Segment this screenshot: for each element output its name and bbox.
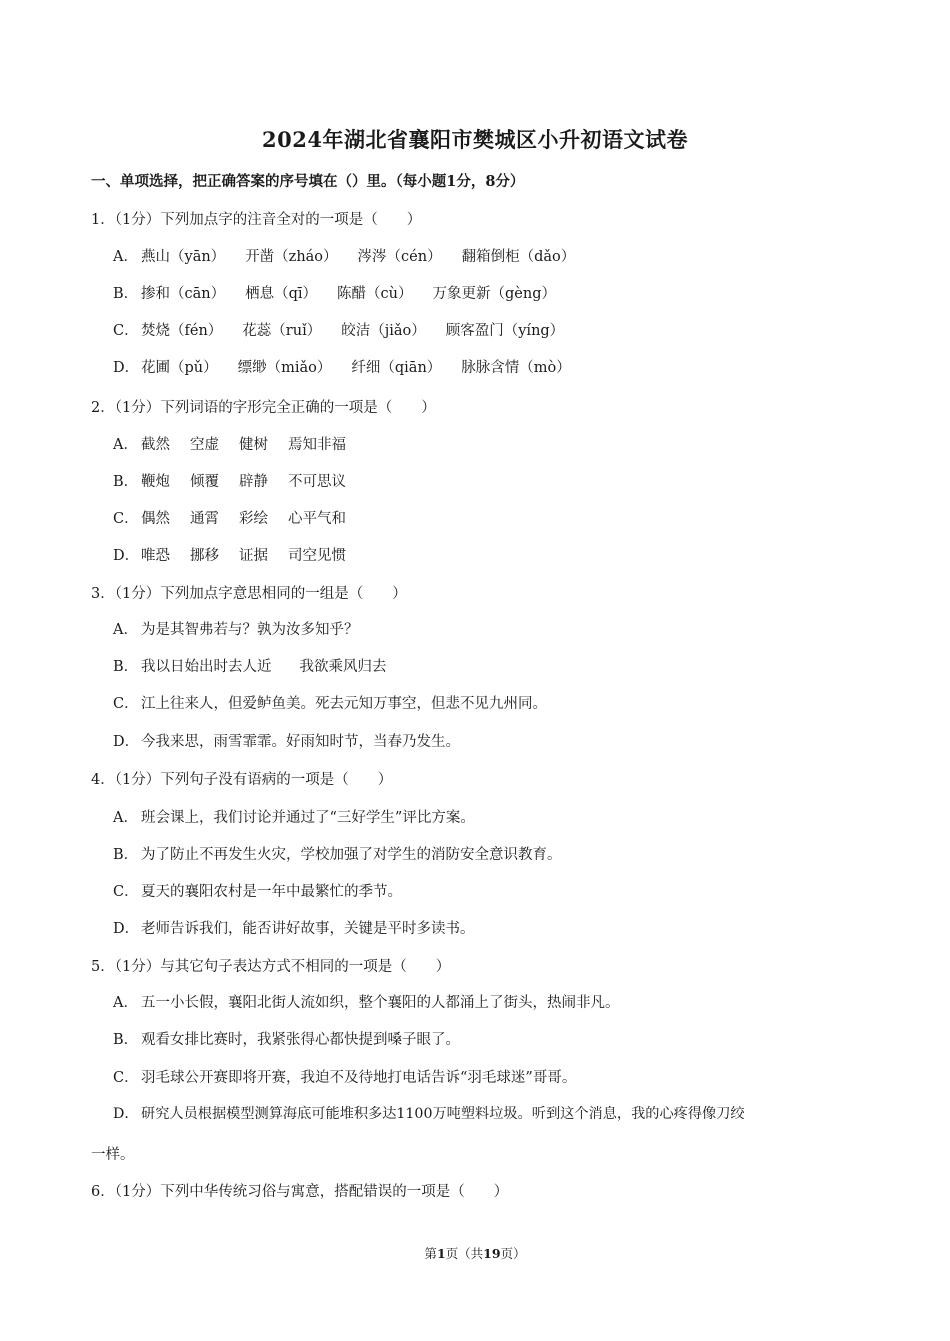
page-total: 19 xyxy=(483,1246,501,1261)
option-label: B． xyxy=(113,286,139,302)
option-label: B． xyxy=(113,1032,139,1048)
option-word: 缥缈（miǎo） xyxy=(237,360,332,376)
option-label: A． xyxy=(113,622,138,638)
option-text: 江上往来人，但爱鲈鱼美。死去元知万事空，但悲不见九州同。 xyxy=(141,696,547,712)
option-word: 唯恐 xyxy=(141,548,170,564)
option-label: C． xyxy=(113,884,139,900)
option-word: 彩绘 xyxy=(239,511,268,527)
option-word: 栖息（qī） xyxy=(245,286,318,302)
question-4-option-b xyxy=(113,843,562,864)
option-word: 燕山（yān） xyxy=(141,249,226,265)
question-3-option-d xyxy=(113,730,460,751)
option-word: 证据 xyxy=(239,548,268,564)
footer-text: 页） xyxy=(500,1246,526,1261)
question-3-option-a xyxy=(113,618,359,639)
question-4-option-d xyxy=(113,917,475,938)
question-2-stem: 2．（1分）下列词语的字形完全正确的一项是（ ） xyxy=(91,400,436,416)
option-word: 花圃（pǔ） xyxy=(141,360,218,376)
option-text: 夏天的襄阳农村是一年中最繁忙的季节。 xyxy=(141,884,402,900)
page-title: 2024年湖北省襄阳市樊城区小升初语文试卷 xyxy=(262,127,688,152)
option-label: A． xyxy=(113,249,138,265)
option-label: C． xyxy=(113,1070,139,1086)
option-label: C． xyxy=(113,323,139,339)
option-label: C． xyxy=(113,696,139,712)
option-label: A． xyxy=(113,995,138,1011)
option-label: B． xyxy=(113,474,139,490)
option-word: 鞭炮 xyxy=(141,474,170,490)
question-2-option-d xyxy=(113,544,366,565)
question-5-option-b xyxy=(113,1028,460,1049)
question-4-option-a xyxy=(113,806,475,827)
option-word: 倾覆 xyxy=(190,474,219,490)
option-word: 辟静 xyxy=(239,474,268,490)
option-word: 不可思议 xyxy=(288,474,346,490)
question-2-option-a xyxy=(113,433,366,454)
question-6-stem: 6．（1分）下列中华传统习俗与寓意，搭配错误的一项是（ ） xyxy=(91,1184,509,1200)
option-label: B． xyxy=(113,659,139,675)
option-word: 健树 xyxy=(239,437,268,453)
question-5-option-c xyxy=(113,1066,576,1087)
option-text: 五一小长假，襄阳北街人流如织，整个襄阳的人都涌上了街头，热闹非凡。 xyxy=(141,995,620,1011)
question-1-option-b xyxy=(113,282,576,303)
option-label: D． xyxy=(113,1106,139,1122)
option-text: 我欲乘风归去 xyxy=(299,659,387,675)
option-text: 羽毛球公开赛即将开赛，我迫不及待地打电话告诉“羽毛球迷”哥哥。 xyxy=(141,1070,577,1086)
option-word: 空虚 xyxy=(190,437,219,453)
option-text: 研究人员根据模型测算海底可能堆积多达1100万吨塑料垃圾。听到这个消息，我的心疼得像刀绞 xyxy=(141,1106,745,1122)
option-word: 偶然 xyxy=(141,511,170,527)
question-5-option-d xyxy=(113,1103,745,1123)
question-1-stem: 1．（1分）下列加点字的注音全对的一项是（ ） xyxy=(91,212,422,228)
option-word: 陈醋（cù） xyxy=(337,286,413,302)
option-label: A． xyxy=(113,810,138,826)
question-3-option-b xyxy=(113,655,387,676)
page-footer xyxy=(0,1244,950,1262)
option-word: 涔涔（cén） xyxy=(357,249,442,265)
option-word: 花蕊（ruǐ） xyxy=(242,323,322,339)
option-word: 脉脉含情（mò） xyxy=(461,360,571,376)
question-1-option-d xyxy=(113,356,591,377)
option-word: 心平气和 xyxy=(288,511,346,527)
question-3-option-c xyxy=(113,692,547,713)
option-word: 焉知非福 xyxy=(288,437,346,453)
question-4-option-c xyxy=(113,880,402,901)
question-5-option-d-continuation: 一样。 xyxy=(91,1147,135,1163)
section-heading: 一、单项选择，把正确答案的序号填在（）里。（每小题1分，8分） xyxy=(91,173,525,190)
option-text: 今我来思，雨雪霏霏。好雨知时节，当春乃发生。 xyxy=(141,734,460,750)
option-word: 万象更新（gèng） xyxy=(432,286,556,302)
option-label: C． xyxy=(113,511,139,527)
option-label: B． xyxy=(113,847,139,863)
option-text: 为了防止不再发生火灾，学校加强了对学生的消防安全意识教育。 xyxy=(141,847,562,863)
option-label: D． xyxy=(113,734,140,750)
option-text: 为是其智弗若与？孰为汝多知乎？ xyxy=(141,622,359,638)
footer-text: 页（共 xyxy=(445,1246,484,1261)
option-word: 纤细（qiān） xyxy=(351,360,442,376)
question-1-option-a xyxy=(113,245,595,266)
option-label: A． xyxy=(113,437,138,453)
option-text: 我以日始出时去人近 xyxy=(141,659,272,675)
question-3-stem: 3．（1分）下列加点字意思相同的一组是（ ） xyxy=(91,586,407,602)
question-2-option-c xyxy=(113,507,366,528)
option-word: 挪移 xyxy=(190,548,219,564)
option-word: 顾客盈门（yíng） xyxy=(445,323,565,339)
question-4-stem: 4．（1分）下列句子没有语病的一项是（ ） xyxy=(91,772,393,788)
question-2-option-b xyxy=(113,470,366,491)
option-word: 开凿（zháo） xyxy=(245,249,338,265)
option-word: 焚烧（fén） xyxy=(141,323,223,339)
page-number: 1 xyxy=(436,1246,446,1261)
footer-text: 第 xyxy=(424,1246,437,1261)
question-1-option-c xyxy=(113,319,584,340)
option-word: 司空见惯 xyxy=(288,548,346,564)
option-word: 皎洁（jiǎo） xyxy=(341,323,426,339)
option-text: 老师告诉我们，能否讲好故事，关键是平时多读书。 xyxy=(141,921,475,937)
option-label: D． xyxy=(113,548,140,564)
option-text: 班会课上，我们讨论并通过了“三好学生”评比方案。 xyxy=(141,810,475,826)
option-word: 翻箱倒柜（dǎo） xyxy=(461,249,576,265)
question-5-stem: 5．（1分）与其它句子表达方式不相同的一项是（ ） xyxy=(91,959,451,975)
option-word: 截然 xyxy=(141,437,170,453)
question-5-option-a xyxy=(113,991,620,1012)
option-label: D． xyxy=(113,921,140,937)
option-word: 通霄 xyxy=(190,511,219,527)
option-label: D． xyxy=(113,360,140,376)
option-text: 观看女排比赛时，我紧张得心都快提到嗓子眼了。 xyxy=(141,1032,460,1048)
option-word: 掺和（cān） xyxy=(141,286,226,302)
